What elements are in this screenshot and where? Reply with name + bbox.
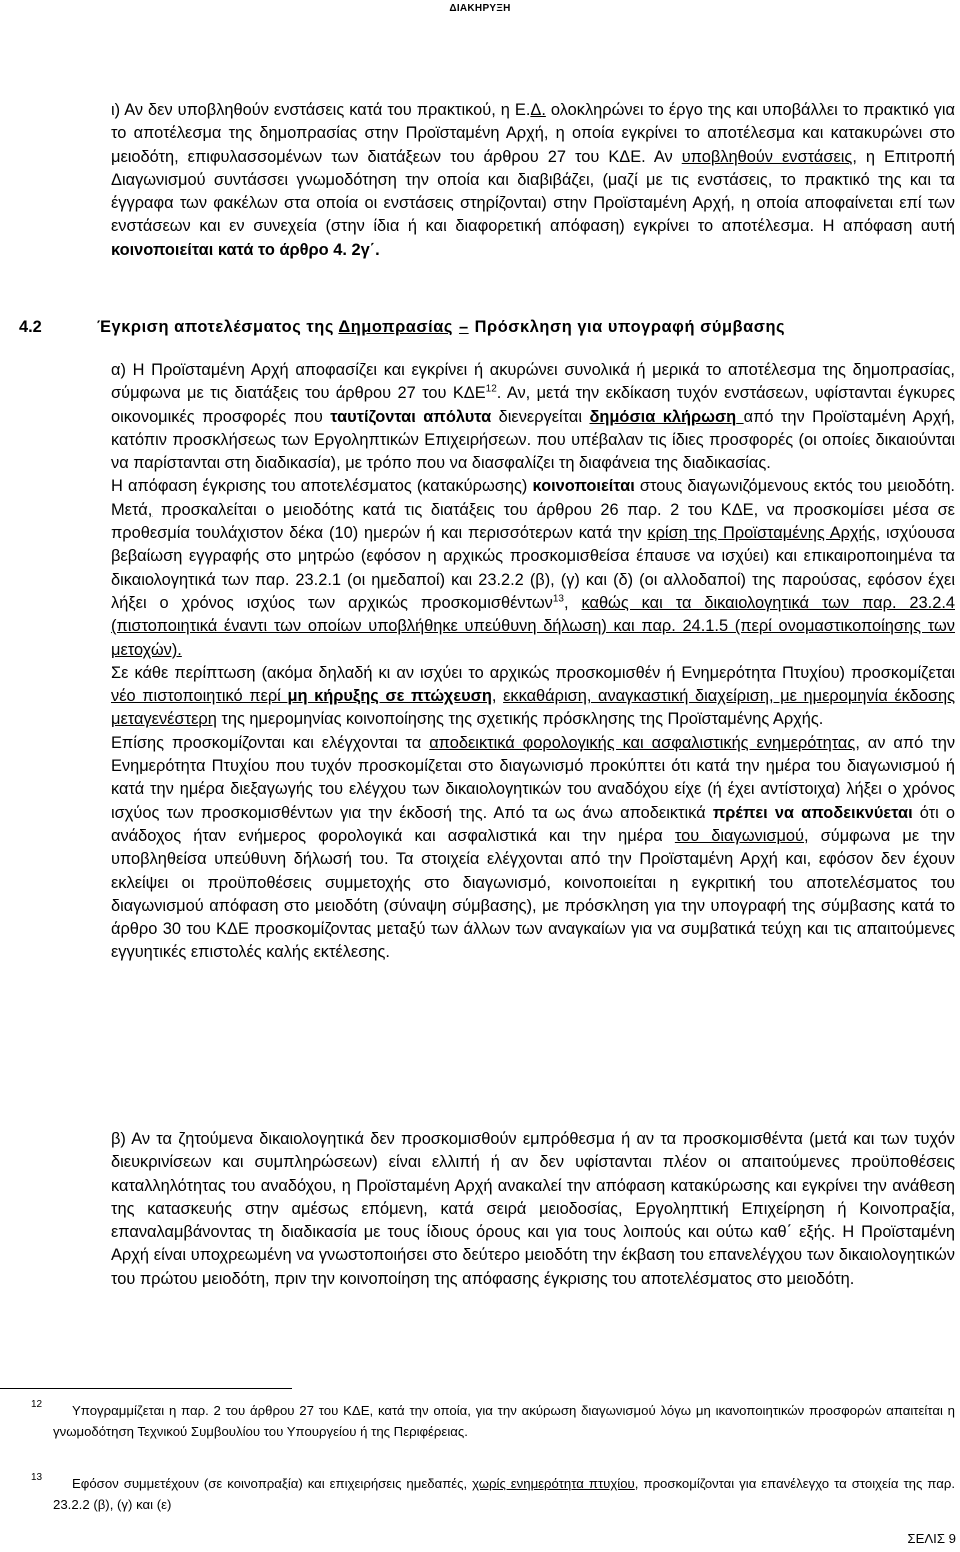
paragraph-a-tax-insurance: Επίσης προσκομίζονται και ελέγχονται τα αποδεικτικά φορολογικής και ασφαλιστικής ενημερότητας, αν από την Ενημερότητα Πτυχίου που τυχόν προσκομίζεται στο διαγωνισμό προκύπτει ότι κατά την ημέρα του διαγωνισμού ή κατά την ημέρα διεξαγωγής του ελέγχου των δικαιολογητικών του αναδόχου είχε (ή έχει αντίστοιχα) λήξει ο χρόνος ισχύος των προσκομισθέντων για την έκδοσή της. Από τα ως άνω αποδεικτικά πρέπει να αποδεικνύεται ότι ο ανάδοχος ήταν ενήμερος φορολογικά και ασφαλιστικά και την ημέρα του διαγωνισμού, σύμφωνα με την υποβληθείσα υπεύθυνη δήλωσή του. Τα στοιχεία ελέγχονται από την Προϊσταμένη Αρχή και, εφόσον δεν έχουν εκλείψει οι προϋποθέσεις συμμετοχής στο διαγωνισμό, κοινοποιείται η εγκριτική του αποτελέσματος του διαγωνισμού απόφαση στο μειοδότη (σύναψη σύμβασης), με πρόσκληση για την υπογραφή της σύμβασης κατά το άρθρο 30 του ΚΔΕ προσκομίζοντας μεταξύ των άλλων των αναγκαίων για να συμβατικά τεύχη και τις απαιτούμενες εγγυητικές επιστολές καλής εκτέλεσης.: [111, 733, 956, 962]
footnote-ref-13[interactable]: 13: [552, 593, 564, 605]
footnote-mark: 13: [31, 1472, 43, 1483]
footnote-text: Υπογραμμίζεται η παρ. 2 του άρθρου 27 του ΚΔΕ, κατά την οποία, για την ακύρωση διαγωνισμού λόγω μη ικανοποιητικών προσφορών απαιτείται η γνωμοδότηση Τεχνικού Συμβουλίου του Υπουργείου ή της Περιφέρειας.: [53, 1403, 955, 1439]
paragraph-a-bankruptcy: Σε κάθε περίπτωση (ακόμα δηλαδή κι αν ισχύει το αρχικώς προσκομισθέν ή Ενημερότητα Πτυχίου) προσκομίζεται νέο πιστοποιητικό περί μη κήρυξης σε πτώχευση, εκκαθάριση, αναγκαστική διαχείριση, με ημερομηνία έκδοσης μεταγενέστερη της ημερομηνίας κοινοποίησης της σχετικής πρόσκλησης της Προϊσταμένης Αρχής.: [111, 663, 956, 729]
footnote-text: Εφόσον συμμετέχουν (σε κοινοπραξία) και επιχειρήσεις ημεδαπές, χωρίς ενημερότητα πτυχίου, προσκομίζονται για επανέλεγχο τα στοιχεία της παρ. 23.2.2 (β), (γ) και (ε): [53, 1476, 955, 1512]
section-heading: [19, 316, 955, 338]
footnote-12: [31, 1399, 955, 1442]
footnote-divider: [0, 1388, 292, 1389]
paragraph-a: [111, 359, 955, 965]
paragraph-b: β) Αν τα ζητούμενα δικαιολογητικά δεν προσκομισθούν εμπρόθεσμα ή αν τα προσκομισθέντα (μετά και των τυχόν διευκρινίσεων και συμπληρώσεων) είναι ελλιπή ή αν δεν υφίστανται πλέον οι απαιτούμενες προϋποθέσεις καταλληλότητας του αναδόχου, η Προϊσταμένη Αρχή ανακαλεί την απόφαση κατακύρωσης και εγκρίνει την ανάθεση της κατασκευής στην αμέσως επόμενη, κατά σειρά μειοδοσίας, Εργοληπτική Επιχείρηση ή Κοινοπραξία, επαναλαμβάνοντας τη διαδικασία με τους ίδιους όρους και για τους λοιπούς και ούτω καθ΄ εξής. Η Προϊσταμένη Αρχή είναι υποχρεωμένη να γνωστοποιήσει στο δεύτερο μειοδότη την έκβαση του επανελέγχου των δικαιολογητικών του πρώτου μειοδότη, πριν την κοινοποίηση της απόφασης έγκρισης του αποτελέσματος στο μειοδότη.: [111, 1130, 955, 1288]
footnote-ref-12[interactable]: 12: [485, 383, 497, 395]
footnote-mark: 12: [31, 1399, 43, 1410]
paragraph-a-notification: Η απόφαση έγκρισης του αποτελέσματος (κατακύρωσης) κοινοποιείται στους διαγωνιζόμενους εκτός του μειοδότη. Μετά, προσκαλείται ο μειοδότης κατά τις διατάξεις του άρθρου 26 παρ. 2 του ΚΔΕ, να προσκομίσει μέσα σε προθεσμία τουλάχιστον δέκα (10) ημερών ή και περισσότερων κατά την κρίση της Προϊσταμένης Αρχής, ισχύουσα βεβαίωση εγγραφής στο μητρώο (εφόσον η αρχικώς προσκομισθείσα έπαυσε να ισχύει) και επικαιροποιημένα τα δικαιολογητικά των παρ. 23.2.1 (οι ημεδαποί) και 23.2.2 (β), (γ) και (δ) (οι αλλοδαποί) της παρούσας, εφόσον έχει λήξει ο χρόνος ισχύος των αρχικώς προσκομισθέντων$^{13}$, καθώς και τα δικαιολογητικά των παρ. 23.2.4 (πιστοποιητικά έναντι των οποίων υποβλήθηκε υπεύθυνη δήλωση) και παρ. 24.1.5 (περί ονομαστικοποίησης των μετοχών).: [111, 477, 955, 659]
page-number: ΣΕΛΙΣ 9: [907, 1531, 956, 1546]
section-number: 4.2: [19, 318, 42, 336]
paragraph-no-objections: ι) Αν δεν υποβληθούν ενστάσεις κατά του πρακτικού, η Ε.Δ. ολοκληρώνει το έργο της και υποβάλλει το πρακτικό για το αποτέλεσμα της δημοπρασίας στην Προϊσταμένη Αρχή, η οποία εγκρίνει το αποτέλεσμα και κατακυρώνει στο μειοδότη, επιφυλασσομένων των διατάξεων του άρθρου 27 του ΚΔΕ. Αν υποβληθούν ενστάσεις, η Επιτροπή Διαγωνισμού συντάσσει γνωμοδότηση την οποία και διαβιβάζει, (μαζί με τις ενστάσεις, το πρακτικό της και τα έγγραφα των φακέλων στα οποία οι ενστάσεις στηρίζονται) στην Προϊσταμένη Αρχή, η οποία αποφαίνεται επί των ενστάσεων και εν συνεχεία (στην ίδια ή και διαφορετική απόφαση) εγκρίνει το αποτέλεσμα. Η απόφαση αυτή κοινοποιείται κατά το άρθρο 4. 2γ΄.: [111, 101, 956, 259]
page-header: ΔΙΑΚΗΡΥΞΗ: [449, 3, 511, 14]
footnote-13: [31, 1472, 955, 1515]
section-title: Έγκριση αποτελέσματος της Δημοπρασίας – Πρόσκληση για υπογραφή σύμβασης: [97, 318, 786, 336]
paragraph-a-approval: α) Η Προϊσταμένη Αρχή αποφασίζει και εγκρίνει ή ακυρώνει συνολικά ή μερικά το αποτέλεσμα της δημοπρασίας, σύμφωνα με τις διατάξεις του άρθρου 27 του ΚΔΕ$^{12}$. Αν, μετά την εκδίκαση τυχόν ενστάσεων, υφίστανται έγκυρες οικονομικές προσφορές που ταυτίζονται απόλυτα διενεργείται δημόσια κλήρωση από την Προϊσταμένη Αρχή, κατόπιν προσκλήσεως των Εργοληπτικών Επιχειρήσεων. που υπέβαλαν τις ίδιες προσφορές (οι οποίες δικαιούνται να παρίστανται στη διαδικασία), με τρόπο που να διασφαλίζει τη διαφάνεια της διαδικασίας.: [111, 361, 955, 473]
